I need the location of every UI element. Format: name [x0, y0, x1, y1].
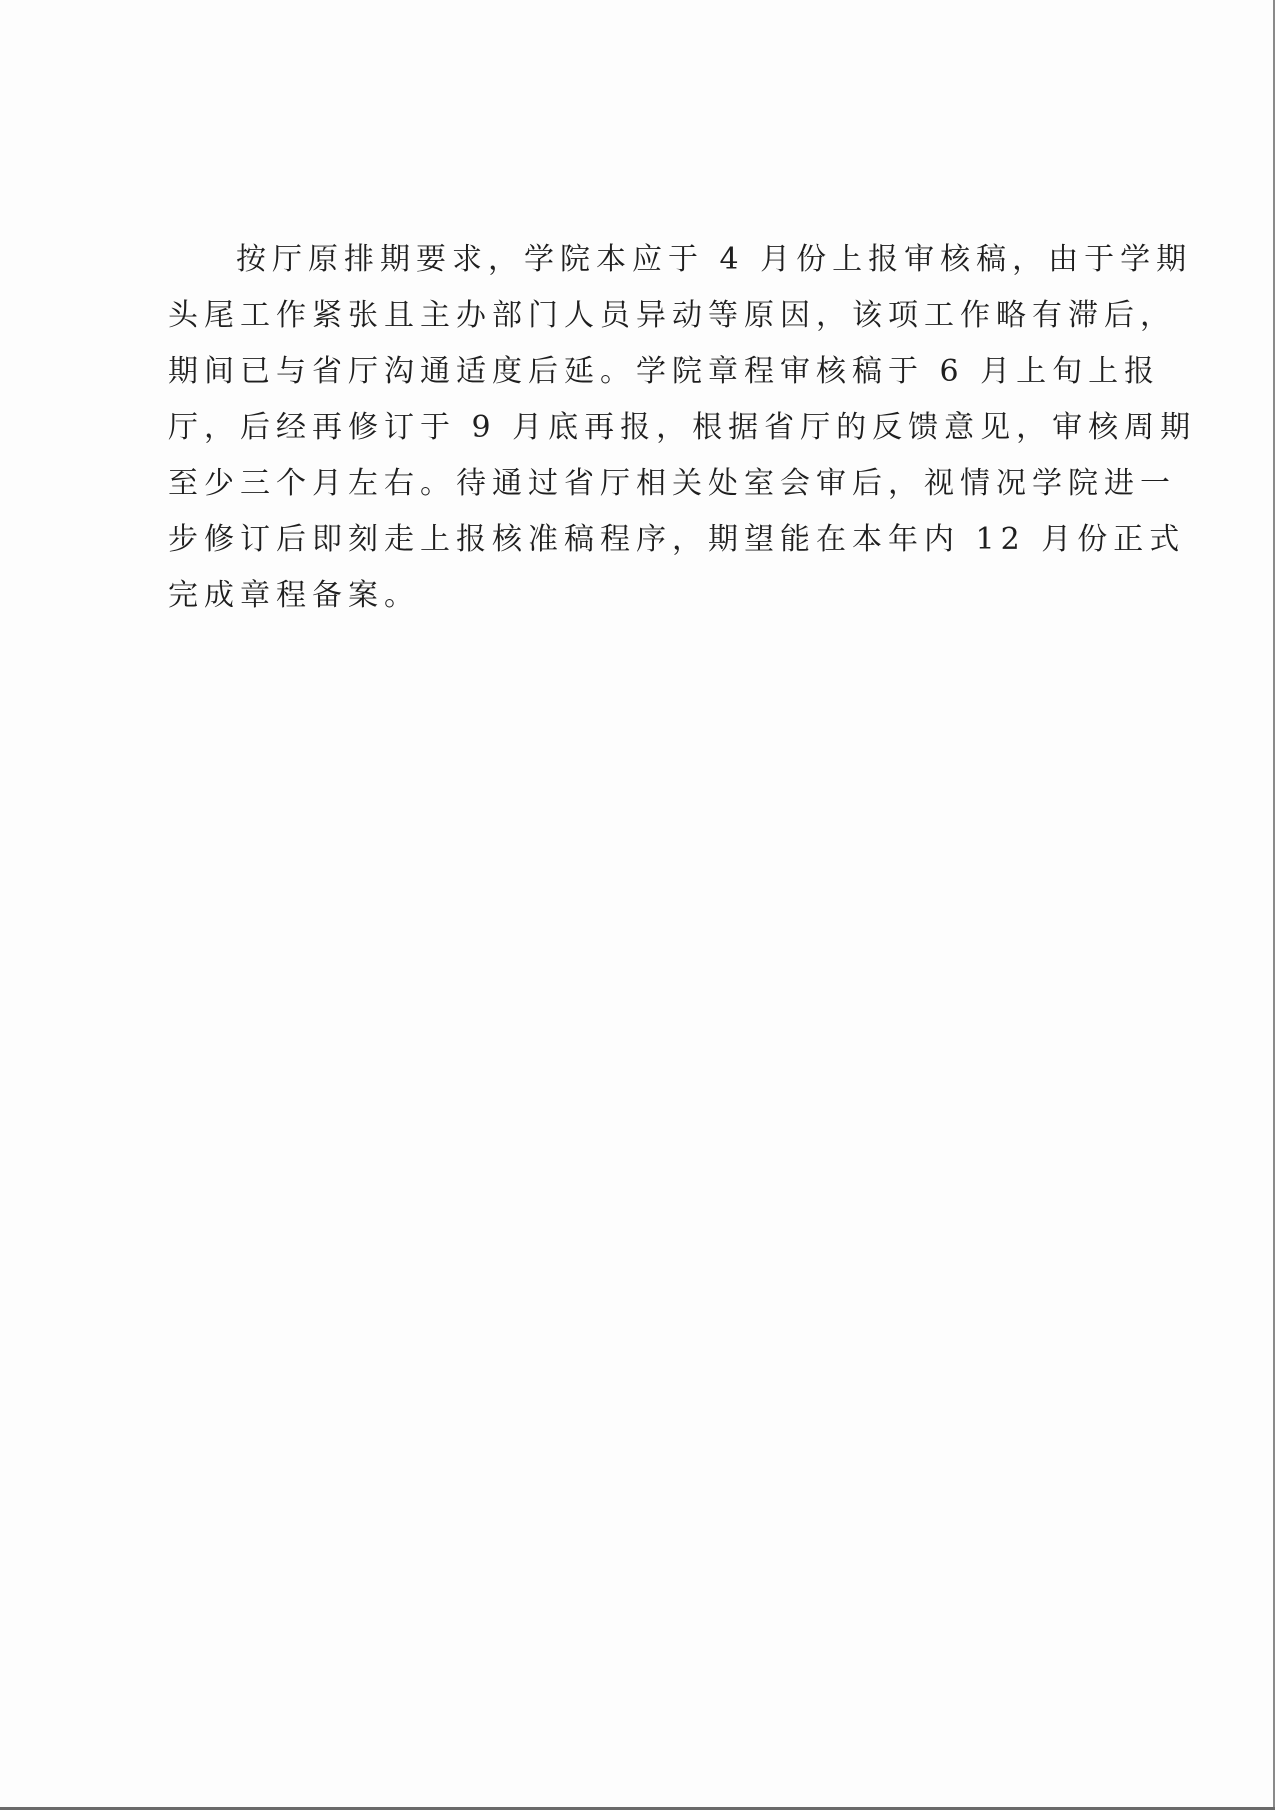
paragraph-line: 按厅原排期要求，学院本应于 4 月份上报审核稿，由于学期 — [236, 242, 1193, 277]
body-paragraph — [168, 232, 1197, 624]
paragraph-line: 步修订后即刻走上报核准稿程序，期望能在本年内 12 月份正式 — [168, 522, 1186, 557]
paragraph-line: 至少三个月左右。待通过省厅相关处室会审后，视情况学院进一 — [168, 466, 1176, 501]
paragraph-line: 期间已与省厅沟通适度后延。学院章程审核稿于 6 月上旬上报 — [168, 354, 1161, 389]
paragraph-line: 完成章程备案。 — [168, 578, 420, 613]
paragraph-line: 厅，后经再修订于 9 月底再报，根据省厅的反馈意见，审核周期 — [168, 410, 1197, 445]
paragraph-line: 头尾工作紧张且主办部门人员异动等原因，该项工作略有滞后， — [168, 298, 1176, 333]
